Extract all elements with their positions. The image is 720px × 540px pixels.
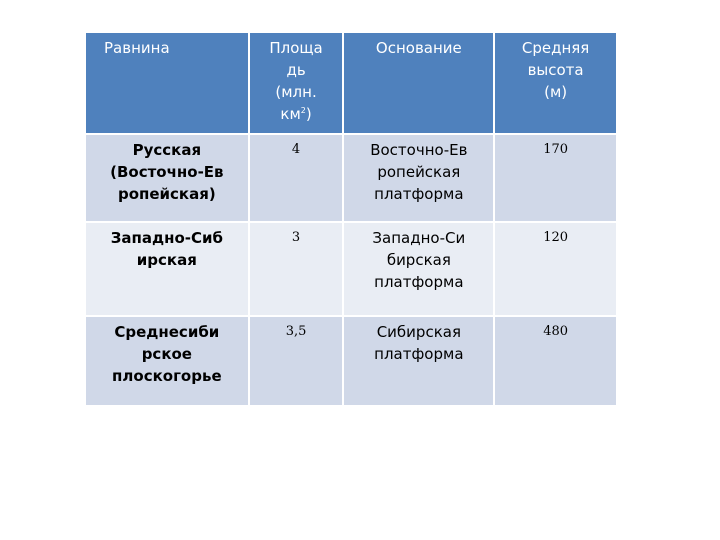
header-area-line1: Площа <box>269 39 323 57</box>
header-row <box>85 32 617 134</box>
base-cell <box>343 316 494 406</box>
header-plain <box>85 32 249 134</box>
height-value: 120 <box>543 230 569 245</box>
area-value: 3 <box>291 230 301 245</box>
header-base-label: Основание <box>375 39 462 57</box>
height-cell <box>494 316 617 406</box>
header-area-sup: 2 <box>300 106 306 115</box>
table-row <box>85 134 617 222</box>
plain-name-cell <box>85 316 249 406</box>
header-base <box>343 32 494 134</box>
base-line: Западно-Си <box>372 229 466 247</box>
base-cell <box>343 134 494 222</box>
header-area-close: ) <box>305 105 312 123</box>
header-height-line2: высота <box>527 61 584 79</box>
plain-name-line: рское <box>141 345 192 363</box>
base-line: Восточно-Ев <box>370 141 468 159</box>
area-cell <box>249 134 344 222</box>
area-value: 3,5 <box>285 324 307 339</box>
header-area <box>249 32 344 134</box>
height-value: 480 <box>543 324 569 339</box>
plain-name-line: плоскогорье <box>112 367 222 385</box>
plain-name-cell <box>85 134 249 222</box>
header-height-line1: Средняя <box>521 39 590 57</box>
header-plain-label: Равнина <box>104 39 170 57</box>
header-area-unit: км <box>280 105 301 123</box>
header-area-line3: (млн. <box>275 83 317 101</box>
header-area-line2: дь <box>286 61 306 79</box>
table-row <box>85 316 617 406</box>
base-line: ропейская <box>377 163 461 181</box>
header-height <box>494 32 617 134</box>
height-cell <box>494 134 617 222</box>
plains-table <box>84 31 618 407</box>
plain-name-line: Среднесиби <box>114 323 220 341</box>
base-line: платформа <box>374 345 464 363</box>
plain-name-line: ропейская) <box>117 185 216 203</box>
plain-name-line: Западно-Сиб <box>110 229 223 247</box>
height-value: 170 <box>543 142 569 157</box>
base-cell <box>343 222 494 316</box>
base-line: бирская <box>386 251 451 269</box>
table-row <box>85 222 617 316</box>
area-cell <box>249 222 344 316</box>
plain-name-line: ирская <box>136 251 197 269</box>
header-height-line3: (м) <box>544 83 568 101</box>
height-cell <box>494 222 617 316</box>
area-value: 4 <box>291 142 301 157</box>
base-line: платформа <box>374 185 464 203</box>
plain-name-line: Русская <box>132 141 202 159</box>
area-cell <box>249 316 344 406</box>
base-line: Сибирская <box>376 323 461 341</box>
base-line: платформа <box>374 273 464 291</box>
plain-name-cell <box>85 222 249 316</box>
plain-name-line: (Восточно-Ев <box>110 163 224 181</box>
